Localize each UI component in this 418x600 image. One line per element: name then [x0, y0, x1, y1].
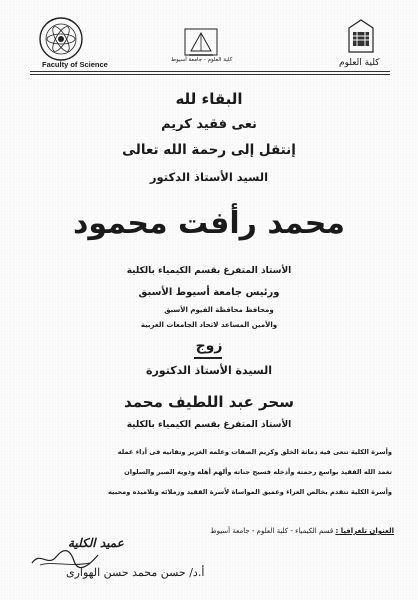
deceased-honorific: السيد الأستاذ الدكتور — [149, 170, 269, 184]
spouse-heading: زوج — [195, 338, 223, 354]
paragraph-line-1: وأسرة الكلية تنعى فيه دماثة الخلق وكريم الصفات وعلمه الغزير وتفانيه فى أداء عمله — [117, 448, 392, 456]
deceased-position-1: الأستاذ المتفرغ بقسم الكيمياء بالكلية — [126, 266, 292, 276]
telegraph-address — [120, 527, 394, 535]
paragraph-line-3: وأسرة الكلية تتقدم بخالص العزاء وعميق المواساة لأسرة الفقيد وزملائه وتلاميذه ومحبيه — [108, 488, 392, 496]
telegraph-address-value: قسم الكيمياء - كلية العلوم - جامعة أسيوط — [210, 527, 334, 535]
dean-title: عميد الكلية — [68, 536, 124, 550]
assiut-university-logo — [183, 27, 219, 61]
spouse-name: سحر عبد اللطيف محمد — [124, 393, 294, 411]
header-divider-secondary — [30, 74, 390, 75]
dean-name: أ.د/ حسن محمد حسن الهوارى — [66, 566, 205, 579]
faculty-name-english: Faculty of Science — [42, 60, 108, 69]
notice-title: البقاء لله — [175, 90, 243, 108]
spouse-position: الأستاذ المتفرغ بقسم الكيمياء بالكلية — [126, 420, 292, 430]
deceased-position-2: ورئيس جامعة أسيوط الأسبق — [138, 287, 280, 298]
deceased-position-4: والأمين المساعد لاتحاد الجامعات العربية — [140, 321, 278, 329]
faculty-of-science-logo — [38, 16, 84, 62]
header-divider — [30, 71, 390, 72]
notice-line-3: إنتقل إلى رحمة الله تعالى — [122, 142, 296, 158]
notice-line-2: نعى فقيد كريم — [161, 117, 257, 132]
deceased-name: محمد رأفت محمود — [73, 206, 345, 241]
faculty-name-arabic: كلية العلوم — [339, 58, 380, 68]
spouse-heading-underline — [194, 357, 222, 359]
telegraph-address-label: العنوان تلغرافيا : — [335, 527, 394, 535]
university-name-arabic: كلية العلوم - جامعة أسيوط — [171, 57, 233, 63]
spouse-honorific: السيدة الأستاذ الدكتورة — [145, 364, 272, 377]
faculty-emblem-logo — [346, 18, 376, 54]
deceased-position-3: ومحافظ محافظة الفيوم الأسبق — [164, 306, 274, 314]
paragraph-line-2: تغمد الله الفقيد بواسع رحمته وأدخله فسيح جناته وألهم أهله وذويه الصبر والسلوان — [124, 468, 392, 476]
